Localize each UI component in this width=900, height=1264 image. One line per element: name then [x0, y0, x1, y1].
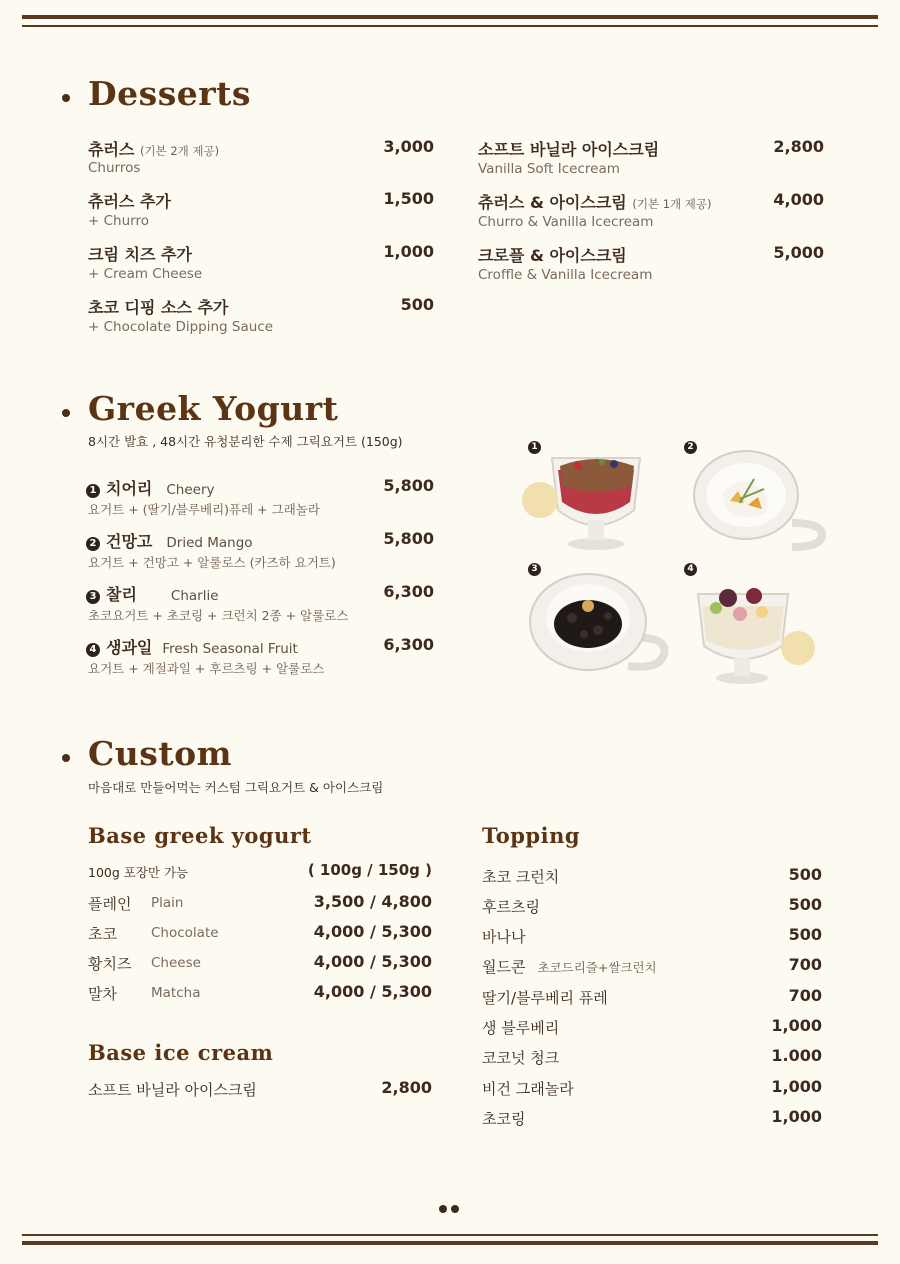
base-yogurt-en: Plain: [151, 895, 184, 911]
topping-price: 1,000: [771, 1077, 822, 1096]
dessert-item-en: Croffle & Vanilla Icecream: [478, 267, 653, 283]
base-yogurt-name: 말차: [88, 985, 117, 1003]
yogurt-item-price: 5,800: [383, 476, 434, 495]
dessert-item-en: Vanilla Soft Icecream: [478, 161, 620, 177]
base-yogurt-sizes: ( 100g / 150g ): [307, 861, 432, 879]
custom-subtitle: 마음대로 만들어먹는 커스텀 그릭요거트 & 아이스크림: [88, 780, 384, 795]
topping-price: 500: [788, 925, 822, 944]
dried-mango-yogurt-photo: [688, 443, 828, 558]
base-yogurt-name: 초코: [88, 925, 117, 943]
dessert-item-price: 5,000: [773, 243, 824, 262]
photo-number-badge: 1: [528, 441, 541, 454]
base-ice-cream-price: 2,800: [381, 1078, 432, 1097]
base-ice-cream-name: 소프트 바닐라 아이스크림: [88, 1081, 257, 1099]
greek-yogurt-title: Greek Yogurt: [88, 389, 339, 428]
yogurt-item-price: 5,800: [383, 529, 434, 548]
dessert-item-name: 크림 치즈 추가: [88, 245, 192, 264]
yogurt-item-name: 2 건망고 Dried Mango: [86, 529, 253, 552]
topping-title: Topping: [482, 823, 581, 848]
yogurt-item-desc: 요거트 + 계절과일 + 후르츠링 + 알룰로스: [88, 661, 325, 676]
topping-name: 비건 그래놀라: [482, 1080, 574, 1098]
base-greek-yogurt-title: Base greek yogurt: [88, 823, 312, 848]
yogurt-item-desc: 요거트 + 건망고 + 알룰로스 (카즈하 요거트): [88, 555, 336, 570]
base-yogurt-name: 황치즈: [88, 955, 132, 973]
yogurt-item-name: 1 치어리 Cheery: [86, 476, 215, 499]
fresh-fruit-yogurt-photo: [692, 572, 822, 687]
dessert-item-price: 1,000: [383, 242, 434, 261]
topping-price: 700: [788, 986, 822, 1005]
photo-number-badge: 2: [684, 441, 697, 454]
dessert-item-en: Churro & Vanilla Icecream: [478, 214, 654, 230]
base-yogurt-price: 4,000 / 5,300: [313, 952, 432, 971]
dessert-item-en: Churros: [88, 160, 141, 176]
charlie-yogurt-photo: [528, 570, 673, 685]
custom-title: Custom: [88, 734, 233, 773]
dessert-item-price: 4,000: [773, 190, 824, 209]
yogurt-item-name: 4 생과일 Fresh Seasonal Fruit: [86, 635, 298, 658]
topping-price: 1.000: [771, 1046, 822, 1065]
dessert-item-name: 츄러스 (기본 2개 제공): [88, 140, 220, 159]
dessert-item-name: 츄러스 추가: [88, 192, 171, 211]
base-yogurt-price: 4,000 / 5,300: [313, 982, 432, 1001]
dessert-item-en: + Chocolate Dipping Sauce: [88, 319, 274, 335]
section-bullet: [62, 409, 70, 417]
topping-name: 초코 크런치: [482, 868, 560, 886]
base-yogurt-en: Chocolate: [151, 925, 219, 941]
topping-price: 700: [788, 955, 822, 974]
yogurt-item-name: 3 찰리 Charlie: [86, 582, 219, 605]
dessert-item-price: 2,800: [773, 137, 824, 156]
topping-price: 500: [788, 865, 822, 884]
base-ice-cream-title: Base ice cream: [88, 1040, 274, 1065]
yogurt-item-price: 6,300: [383, 582, 434, 601]
dessert-item-name: 소프트 바닐라 아이스크림: [478, 140, 660, 159]
bottom-rule-thin: [22, 1234, 878, 1236]
topping-name: 월드콘 초코드리즐+쌀크런치: [482, 958, 657, 976]
topping-name: 딸기/블루베리 퓨레: [482, 989, 608, 1007]
dessert-item-name: 츄러스 & 아이스크림 (기본 1개 제공): [478, 193, 712, 212]
page-dot: [439, 1205, 447, 1213]
desserts-title: Desserts: [88, 74, 251, 113]
topping-name: 코코넛 청크: [482, 1049, 560, 1067]
bottom-rule-thick: [22, 1241, 878, 1245]
topping-price: 500: [788, 895, 822, 914]
top-rule-thick: [22, 15, 878, 19]
section-bullet: [62, 94, 70, 102]
dessert-item-name: 초코 디핑 소스 추가: [88, 298, 229, 317]
cheery-yogurt-photo: [518, 440, 658, 555]
base-yogurt-en: Matcha: [151, 985, 201, 1001]
base-yogurt-note: 100g 포장만 가능: [88, 865, 189, 880]
photo-number-badge: 4: [684, 563, 697, 576]
base-yogurt-price: 3,500 / 4,800: [313, 892, 432, 911]
section-bullet: [62, 754, 70, 762]
topping-name: 생 블루베리: [482, 1019, 560, 1037]
yogurt-item-price: 6,300: [383, 635, 434, 654]
base-yogurt-name: 플레인: [88, 895, 132, 913]
yogurt-item-desc: 초코요거트 + 초코링 + 크런치 2종 + 알룰로스: [88, 608, 349, 623]
base-yogurt-en: Cheese: [151, 955, 201, 971]
photo-number-badge: 3: [528, 563, 541, 576]
topping-name: 후르츠링: [482, 898, 540, 916]
topping-name: 초코링: [482, 1110, 526, 1128]
dessert-item-price: 3,000: [383, 137, 434, 156]
dessert-item-price: 500: [400, 295, 434, 314]
topping-name: 바나나: [482, 928, 526, 946]
dessert-item-name: 크로플 & 아이스크림: [478, 246, 627, 265]
topping-price: 1,000: [771, 1016, 822, 1035]
yogurt-item-desc: 요거트 + (딸기/블루베리)퓨레 + 그래놀라: [88, 502, 320, 517]
dessert-item-price: 1,500: [383, 189, 434, 208]
top-rule-thin: [22, 25, 878, 27]
page-dot: [451, 1205, 459, 1213]
dessert-item-en: + Cream Cheese: [88, 266, 203, 282]
topping-price: 1,000: [771, 1107, 822, 1126]
greek-yogurt-subtitle: 8시간 발효 , 48시간 유청분리한 수제 그릭요거트 (150g): [88, 434, 403, 449]
base-yogurt-price: 4,000 / 5,300: [313, 922, 432, 941]
dessert-item-en: + Churro: [88, 213, 149, 229]
